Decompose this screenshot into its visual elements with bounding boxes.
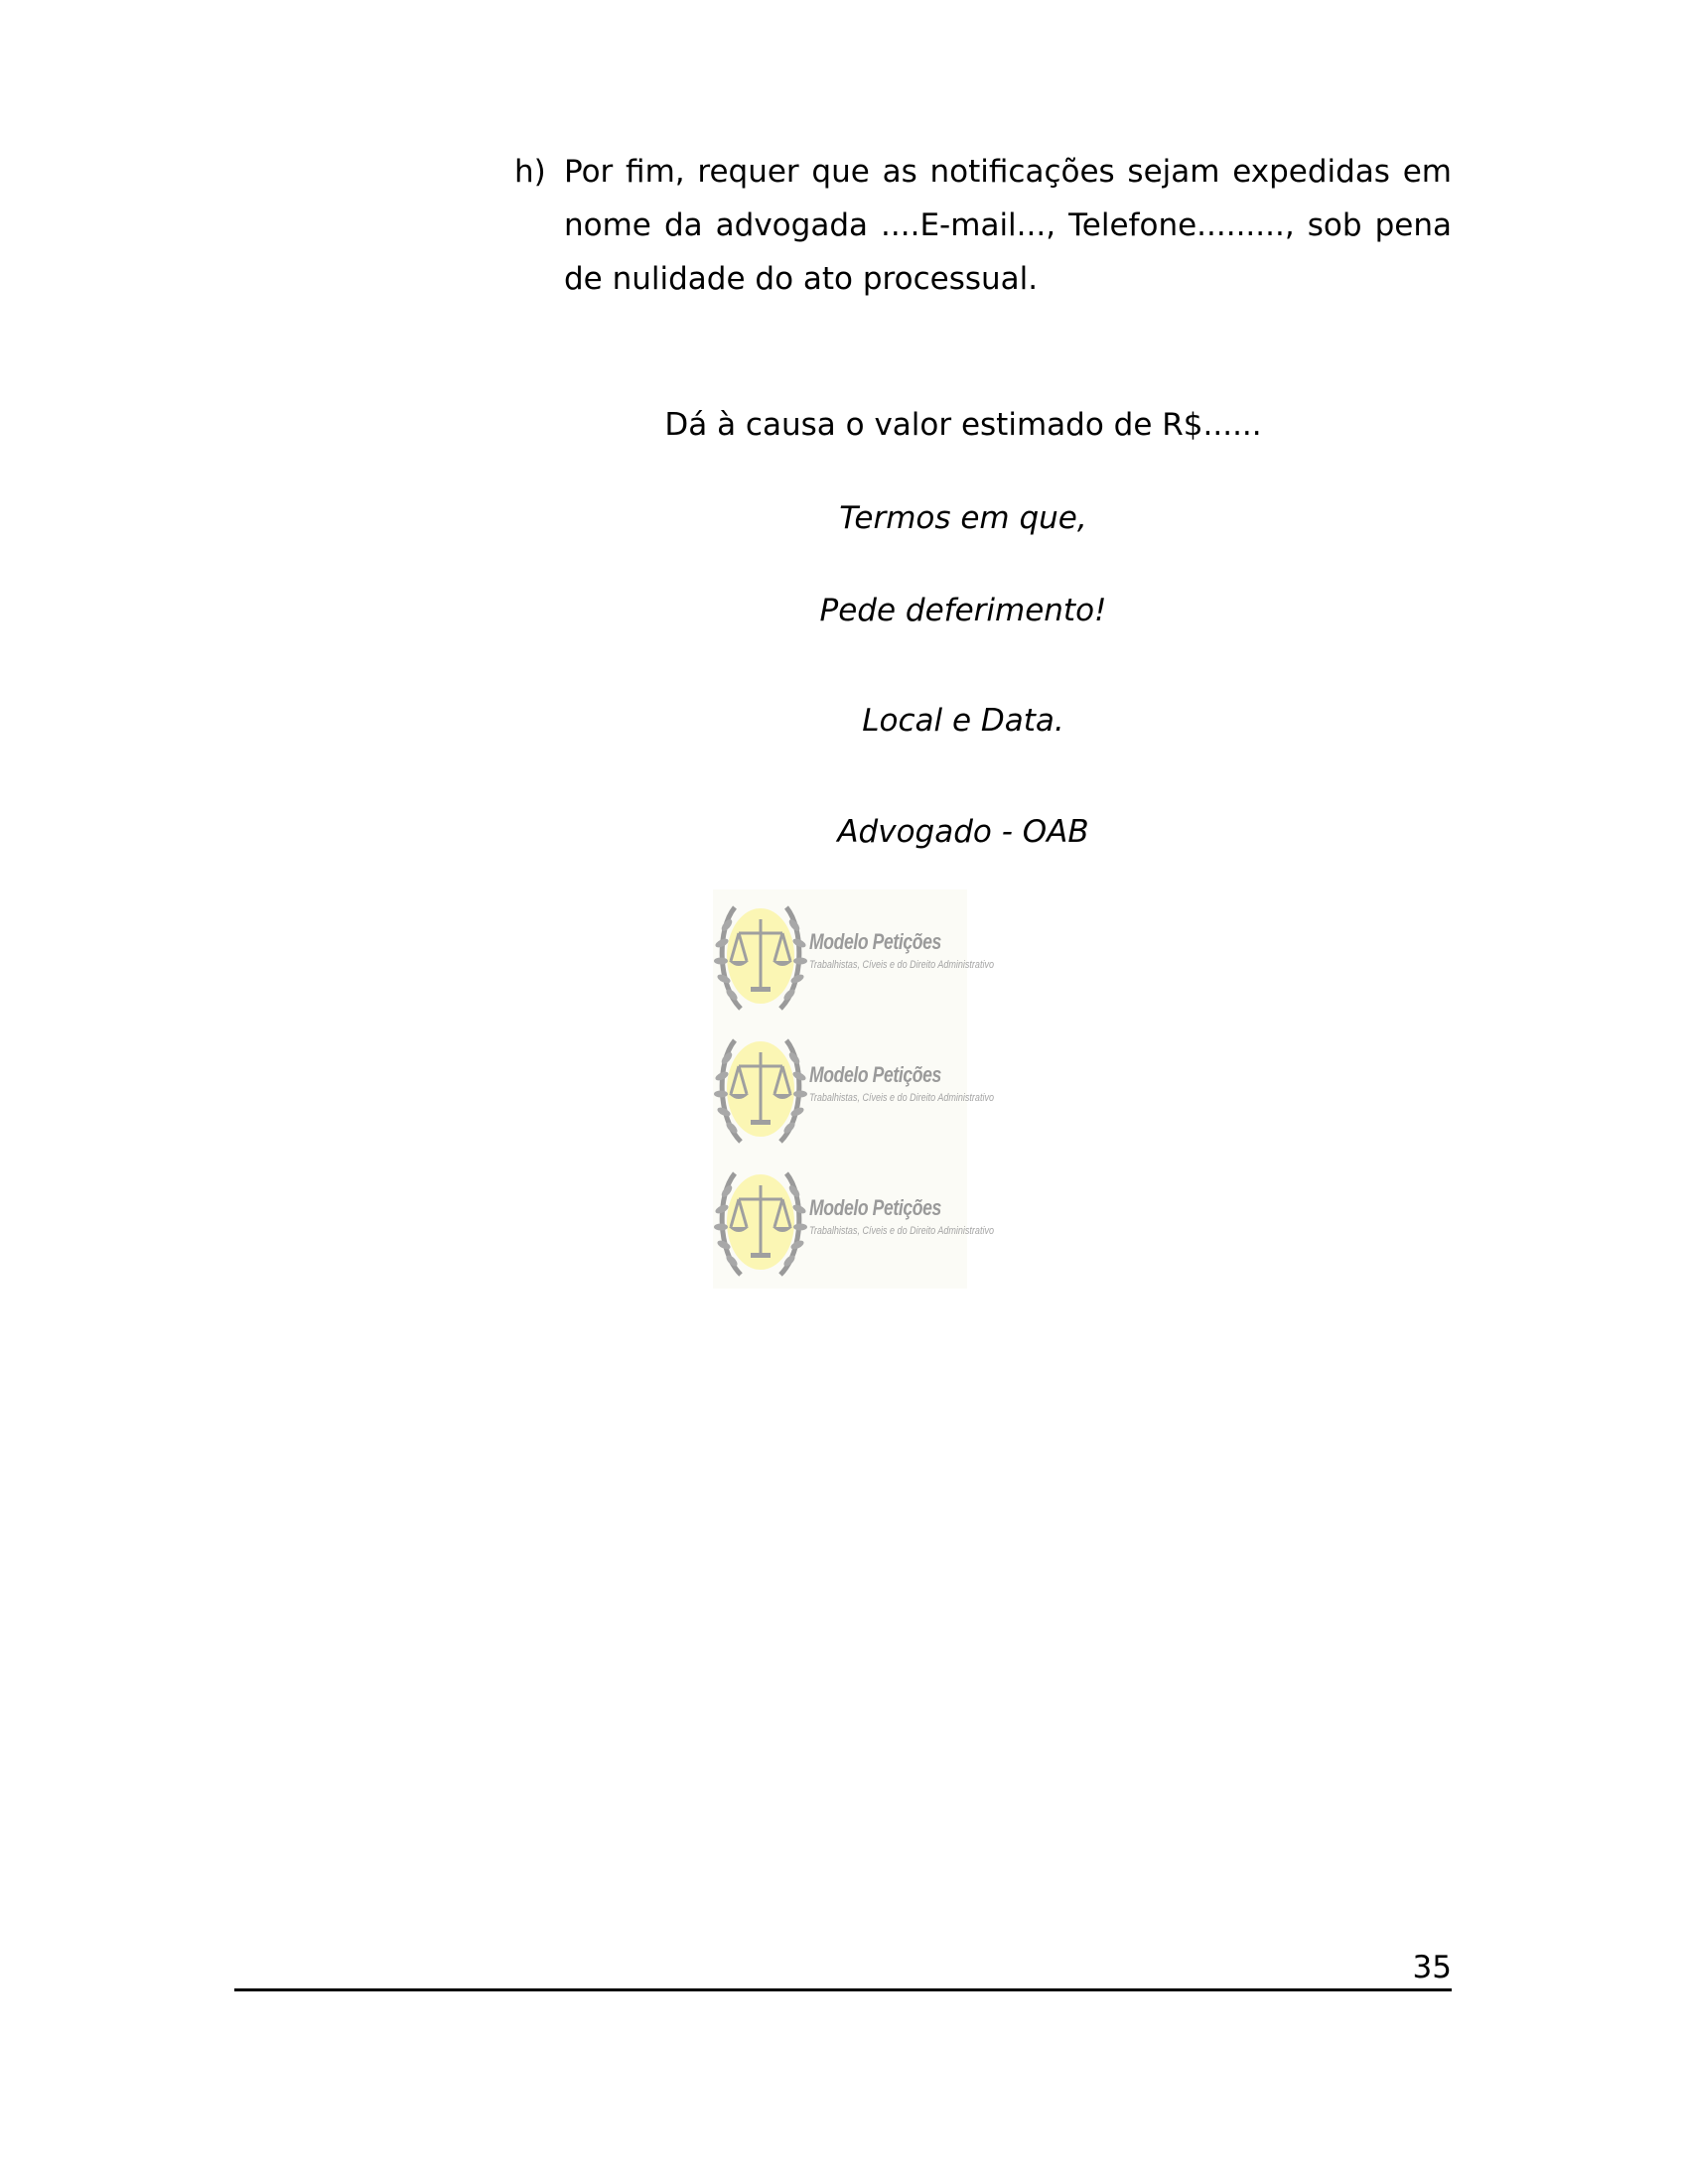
- lawyer-signature-line: Advogado - OAB: [837, 814, 1089, 850]
- watermark-seal: [713, 1156, 994, 1289]
- request-list-item-h: [514, 145, 1452, 306]
- scales-of-justice-laurel-icon: [713, 889, 808, 1023]
- scales-of-justice-laurel-icon: [713, 1156, 808, 1289]
- seal-subtitle: Trabalhistas, Cíveis e do Direito Administrativo: [809, 1092, 994, 1104]
- request-item-text: Por fim, requer que as notificações sejam expedidas em nome da advogada ....E-mail..., Telefone........., sob pena de nulidade do ato processual.: [564, 154, 1452, 297]
- seal-subtitle: Trabalhistas, Cíveis e do Direito Administrativo: [809, 1225, 994, 1237]
- watermark-seal: [713, 1023, 994, 1156]
- watermark-seal: [713, 889, 994, 1023]
- footer-divider: [234, 1988, 1452, 1991]
- seal-title: Modelo Petições: [809, 1195, 941, 1220]
- seal-subtitle: Trabalhistas, Cíveis e do Direito Administrativo: [809, 959, 994, 971]
- seal-title: Modelo Petições: [809, 1062, 941, 1087]
- case-value-statement: Dá à causa o valor estimado de R$......: [664, 407, 1262, 443]
- watermark-seal-stack: [713, 889, 994, 1289]
- seal-title: Modelo Petições: [809, 929, 941, 954]
- closing-request: Pede deferimento!: [819, 593, 1107, 628]
- place-and-date: Local e Data.: [862, 703, 1064, 739]
- closing-terms: Termos em que,: [839, 500, 1087, 536]
- list-marker: h): [514, 154, 546, 190]
- page-number: 35: [1412, 1950, 1452, 1985]
- scales-of-justice-laurel-icon: [713, 1023, 808, 1156]
